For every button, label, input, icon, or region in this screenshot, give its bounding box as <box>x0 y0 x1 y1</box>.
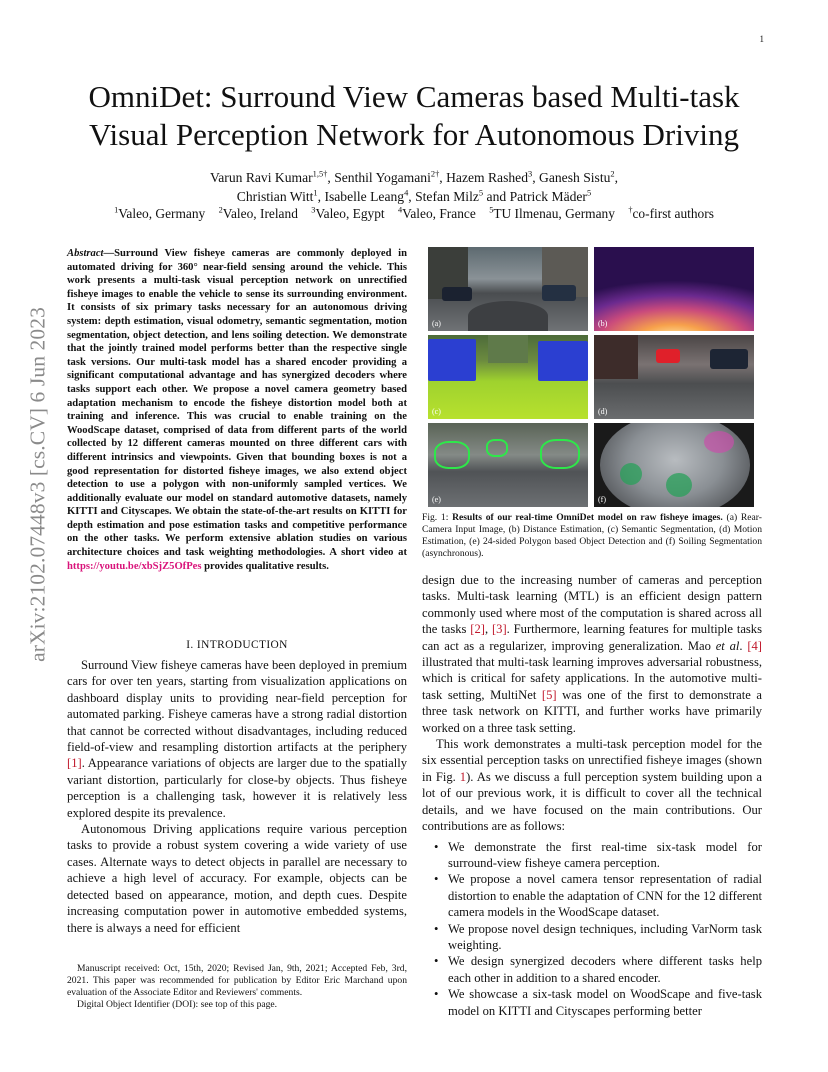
car-shape <box>442 287 472 301</box>
segmentation-car <box>428 339 476 381</box>
affiliation: Valeo, Germany <box>118 206 206 221</box>
figure-1 <box>428 247 754 507</box>
author-sup: 2† <box>430 168 440 179</box>
intro-paragraph-1 <box>67 657 407 821</box>
abstract-tail: provides qualitative results. <box>201 560 329 572</box>
author: Senthil Yogamani <box>334 170 431 185</box>
affiliation: TU Ilmenau, Germany <box>493 206 615 221</box>
road-shape <box>468 301 548 331</box>
panel-label: (f) <box>598 495 606 504</box>
right-paragraph-2 <box>422 736 762 834</box>
affil-sup: 5 <box>489 205 494 215</box>
author-sup: 5 <box>586 187 592 198</box>
text-span: was one of the first to demonstrate a three task network on KITTI, and further works have primarily worked on a three task setting. <box>422 687 762 735</box>
author-sup: 3 <box>528 168 533 179</box>
author: Hazem Rashed <box>446 170 529 185</box>
affiliation: Valeo, Ireland <box>222 206 298 221</box>
panel-label: (b) <box>598 319 608 328</box>
title-line-1: OmniDet: Surround View Cameras based Multi-task <box>88 79 740 114</box>
text-span: . Appearance variations of objects are larger due to the spatially variant distortion, particularly for close-by objects. Thus fisheye perception is a challenging task, however it is relatively less explored despite its prevalence. <box>67 756 407 820</box>
list-item: • We showcase a six-task model on WoodScape and five-task model on KITTI and Cityscapes performing better <box>448 986 762 1019</box>
abstract-label: Abstract <box>67 248 104 259</box>
text-span: , <box>484 622 492 637</box>
citation-link[interactable]: [3] <box>491 622 507 637</box>
contributions-list <box>422 839 762 1019</box>
figure-reference-link[interactable]: 1 <box>459 769 467 784</box>
text-span: ). As we discuss a full perception system building upon a lot of our previous work, it is difficult to cover all the technical details, and we have focused on the main contributions. Our contributions are as follows: <box>422 769 762 834</box>
building-shape <box>594 335 638 379</box>
page-number: 1 <box>759 34 764 44</box>
moving-object-highlight <box>656 349 680 363</box>
author: Varun Ravi Kumar <box>209 170 313 185</box>
affil-sup: † <box>628 205 633 215</box>
figure-caption <box>422 512 762 560</box>
citation-link[interactable]: [2] <box>470 622 485 637</box>
list-item: • We propose a novel camera tensor representation of radial distortion to enable the adaptation of CNN for the 12 different camera models in the WoodScape dataset. <box>448 871 762 920</box>
affil-sup: 1 <box>114 205 119 215</box>
author: Ganesh Sistu <box>539 170 611 185</box>
car-shape <box>542 285 576 301</box>
text-span: . Furthermore, learning features for multiple tasks can act as a regularizer, improving generalization. Mao <box>422 622 763 653</box>
detection-polygon <box>486 439 508 457</box>
author-sup: 5 <box>478 187 484 198</box>
segmentation-car <box>538 341 588 381</box>
panel-semantic-segmentation <box>428 335 588 419</box>
affiliation: Valeo, Egypt <box>315 206 385 221</box>
affiliation: co-first authors <box>632 206 714 221</box>
detection-polygon <box>540 439 580 469</box>
text-span: . <box>739 638 748 653</box>
et-al: et al <box>715 638 740 653</box>
citation-link[interactable]: [4] <box>747 638 762 653</box>
panel-rear-camera <box>428 247 588 331</box>
panel-label: (d) <box>598 407 608 416</box>
author-sup: 2 <box>610 168 615 179</box>
affil-sup: 4 <box>398 205 403 215</box>
panel-motion-estimation <box>594 335 754 419</box>
panel-object-detection <box>428 423 588 507</box>
segmentation-background <box>488 335 528 363</box>
car-shape <box>710 349 748 369</box>
affil-sup: 3 <box>311 205 316 215</box>
arxiv-stamp: arXiv:2102.07448v3 [cs.CV] 6 Jun 2023 <box>25 307 50 662</box>
footnote-doi: Digital Object Identifier (DOI): see top of this page. <box>77 999 278 1010</box>
title-line-2: Visual Perception Network for Autonomous Driving <box>89 117 739 152</box>
text-span: This work demonstrates a multi-task perception model for the six essential perception tasks on unrectified fisheye images (shown in Fig. <box>422 737 762 784</box>
list-item: • We propose novel design techniques, including VarNorm task weighting. <box>448 921 762 954</box>
and-word: and <box>486 189 507 204</box>
text-span: Surround View fisheye cameras have been deployed in premium cars for over ten years, starting from visualization applications on dashboard display units to providing near-field perception for automated parking. Fisheye cameras have a strong radial distortion that cannot be corrected without disadvantages, including reduced field-of-view and resampling distortion artifacts at the periphery <box>67 658 407 755</box>
author-line-1: Varun Ravi Kumar$^{1,5\dagger}$, Senthil Yogamani$^{2\dagger}$, Hazem Rashed$^3$, Ganesh Sistu$^2$, <box>209 168 619 185</box>
caption-text: (a) Rear-Camera Input Image, (b) Distance Estimation, (c) Semantic Segmentation, (d) Motion Estimation, (e) 24-sided Polygon based Object Detection and (f) Soiling Segmentation (asynchronous). <box>422 512 762 559</box>
paper-title <box>40 78 788 154</box>
author-list <box>40 168 788 206</box>
author: Isabelle Leang <box>324 189 405 204</box>
abstract-text: —Surround View fisheye cameras are commonly deployed in automated driving for 360° near-field sensing around the vehicle. This work presents a multi-task visual perception network on unrectified fisheye images to enable the vehicle to sense its surrounding environment. It consists of six primary tasks necessary for an autonomous driving system: depth estimation, visual odometry, semantic segmentation, motion segmentation, object detection, and lens soiling detection. We demonstrate that the jointly trained model performs better than the respective single task versions. Our multi-task model has a shared encoder providing a significant computational advantage and has synergized decoders where tasks support each other. We propose a novel camera geometry based adaptation mechanism to encode the fisheye distortion model both at training and inference. This was crucial to enable training on the WoodScape dataset, comprised of data from different parts of the world collected by 12 different cameras mounted on three different cars with different intrinsics and viewpoints. Given that bounding boxes is not a good representation for distorted fisheye images, we also extend object detection to use a polygon with non-uniformly sampled vertices. We additionally evaluate our model on standard automotive datasets, namely KITTI and Cityscapes. We obtain the state-of-the-art results on KITTI for depth estimation and pose estimation tasks and competitive performance on the other tasks. We perform extensive ablation studies on various architecture choices and task weighting methodologies. A short video at <box>67 248 407 559</box>
author: Stefan Milz <box>415 189 479 204</box>
affiliation: Valeo, France <box>402 206 476 221</box>
panel-label: (c) <box>432 407 441 416</box>
soiling-spot <box>666 473 692 497</box>
panel-distance-estimation <box>594 247 754 331</box>
right-paragraph-1 <box>422 572 762 736</box>
soiling-spot <box>704 431 734 453</box>
video-link[interactable]: https://youtu.be/xbSjZ5OfPes <box>67 560 202 572</box>
list-item: • We design synergized decoders where different tasks help each other in addition to a shared encoder. <box>448 953 762 986</box>
detection-polygon <box>434 441 470 469</box>
caption-prefix: Fig. 1: <box>422 512 453 523</box>
footnote-manuscript: Manuscript received: Oct, 15th, 2020; Revised Jan, 9th, 2021; Accepted Feb, 3rd, 2021. This paper was recommended for publication by Editor Eric Marchand upon evaluation of the Associate Editor and Reviewers' comments. <box>67 963 407 998</box>
panel-soiling-segmentation <box>594 423 754 507</box>
section-heading: I. INTRODUCTION <box>186 639 288 651</box>
intro-paragraph-2: Autonomous Driving applications require various perception tasks to provide a robust system covering a wide variety of use cases. Alternate ways to detect objects in parallel are necessary to achieve a high level of accuracy. For example, objects can be detected based on appearance, motion, and depth cues. Despite increasing computation power in automotive embedded systems, there is always a need for efficient <box>67 822 407 935</box>
author-line-2: Christian Witt$^1$, Isabelle Leang$^4$, Stefan Milz$^5$ and Patrick Mäder$^5$ <box>236 187 592 204</box>
author-sup: 1,5† <box>312 168 328 179</box>
footnote <box>67 963 407 1011</box>
author-sup: 1 <box>313 187 318 198</box>
text-span: illustrated that multi-task learning improves adversarial robustness, which is critical for safety applications. In the automotive multi-task setting, MultiNet <box>422 655 762 702</box>
citation-link[interactable]: [1] <box>67 756 82 771</box>
panel-label: (e) <box>432 495 441 504</box>
affiliations <box>40 205 788 223</box>
author: Christian Witt <box>236 189 314 204</box>
list-item: • We demonstrate the first real-time six-task model for surround-view fisheye camera perception. <box>448 839 762 872</box>
right-body-text <box>422 572 762 1019</box>
text-span: design due to the increasing number of cameras and perception tasks. Multi-task learning (MTL) is an efficient design pattern commonly used where most of the computation is shared across all the tasks <box>422 573 762 637</box>
author-sup: 4 <box>404 187 409 198</box>
caption-bold: Results of our real-time OmniDet model on raw fisheye images. <box>452 512 723 523</box>
abstract <box>67 247 407 573</box>
panel-label: (a) <box>432 319 441 328</box>
affil-sup: 2 <box>218 205 223 215</box>
soiling-spot <box>620 463 642 485</box>
citation-link[interactable]: [5] <box>541 687 557 702</box>
left-body-text <box>67 657 407 936</box>
author: Patrick Mäder <box>509 189 587 204</box>
